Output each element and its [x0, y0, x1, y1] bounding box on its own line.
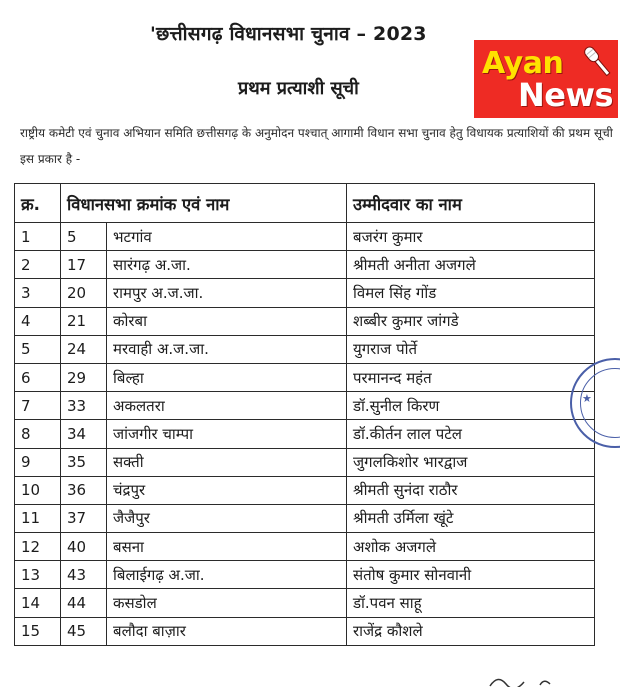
row-constituency-number: 37	[61, 504, 107, 532]
row-constituency-name: चंद्रपुर	[107, 476, 347, 504]
row-candidate-name: बजरंग कुमार	[347, 223, 595, 251]
table-row	[15, 617, 595, 645]
row-candidate-name: डॉ.पवन साहू	[347, 589, 595, 617]
header-candidate: उम्मीदवार का नाम	[347, 184, 595, 223]
row-candidate-name: शब्बीर कुमार जांगडे	[347, 307, 595, 335]
row-candidate-name: जुगलकिशोर भारद्वाज	[347, 448, 595, 476]
row-constituency-number: 20	[61, 279, 107, 307]
table-row	[15, 335, 595, 363]
row-candidate-name: राजेंद्र कौशले	[347, 617, 595, 645]
row-serial: 14	[15, 589, 61, 617]
ayan-news-logo	[474, 40, 618, 118]
row-constituency-number: 17	[61, 251, 107, 279]
row-constituency-name: बिल्हा	[107, 363, 347, 391]
table-row	[15, 589, 595, 617]
row-serial: 13	[15, 561, 61, 589]
row-constituency-name: कोरबा	[107, 307, 347, 335]
row-serial: 5	[15, 335, 61, 363]
row-serial: 11	[15, 504, 61, 532]
row-serial: 15	[15, 617, 61, 645]
row-candidate-name: डॉ.सुनील किरण	[347, 392, 595, 420]
table-row	[15, 363, 595, 391]
row-constituency-name: भटगांव	[107, 223, 347, 251]
row-constituency-number: 24	[61, 335, 107, 363]
row-candidate-name: श्रीमती उर्मिला खूंटे	[347, 504, 595, 532]
row-constituency-name: रामपुर अ.ज.जा.	[107, 279, 347, 307]
row-serial: 10	[15, 476, 61, 504]
row-serial: 7	[15, 392, 61, 420]
row-serial: 6	[15, 363, 61, 391]
row-constituency-name: सक्ती	[107, 448, 347, 476]
row-constituency-number: 40	[61, 533, 107, 561]
row-candidate-name: अशोक अजगले	[347, 533, 595, 561]
row-candidate-name: परमानन्द महंत	[347, 363, 595, 391]
row-candidate-name: डॉ.कीर्तन लाल पटेल	[347, 420, 595, 448]
row-constituency-name: सारंगढ़ अ.जा.	[107, 251, 347, 279]
table-row	[15, 533, 595, 561]
row-constituency-name: जैजैपुर	[107, 504, 347, 532]
row-constituency-name: मरवाही अ.ज.जा.	[107, 335, 347, 363]
document-subtitle: प्रथम प्रत्याशी सूची	[238, 78, 359, 99]
logo-text-news: News	[518, 76, 614, 114]
row-serial: 8	[15, 420, 61, 448]
row-serial: 2	[15, 251, 61, 279]
table-row	[15, 476, 595, 504]
table-row	[15, 448, 595, 476]
signature-mark	[480, 672, 580, 687]
row-constituency-name: कसडोल	[107, 589, 347, 617]
intro-paragraph: राष्ट्रीय कमेटी एवं चुनाव अभियान समिति छत्तीसगढ़ के अनुमोदन पश्चात् आगामी विधान सभा चुनाव हेतु विधायक प्रत्याशियों की प्रथम सूची इस प्रकार है -	[20, 126, 613, 166]
row-constituency-name: अकलतरा	[107, 392, 347, 420]
row-constituency-name: बिलाईगढ़ अ.जा.	[107, 561, 347, 589]
row-constituency-name: बसना	[107, 533, 347, 561]
row-constituency-number: 29	[61, 363, 107, 391]
row-constituency-number: 45	[61, 617, 107, 645]
row-serial: 12	[15, 533, 61, 561]
header-constituency: विधानसभा क्रमांक एवं नाम	[61, 184, 347, 223]
candidate-table	[14, 183, 595, 646]
microphone-icon	[580, 42, 616, 82]
table-row	[15, 561, 595, 589]
row-candidate-name: संतोष कुमार सोनवानी	[347, 561, 595, 589]
row-constituency-name: जांजगीर चाम्पा	[107, 420, 347, 448]
row-constituency-number: 21	[61, 307, 107, 335]
row-constituency-number: 34	[61, 420, 107, 448]
row-serial: 4	[15, 307, 61, 335]
table-row	[15, 307, 595, 335]
table-row	[15, 223, 595, 251]
header-serial: क्र.	[15, 184, 61, 223]
row-candidate-name: विमल सिंह गोंड	[347, 279, 595, 307]
table-row	[15, 504, 595, 532]
table-row	[15, 420, 595, 448]
seal-star-icon: ★	[582, 392, 592, 405]
row-constituency-number: 44	[61, 589, 107, 617]
row-serial: 1	[15, 223, 61, 251]
row-constituency-number: 35	[61, 448, 107, 476]
row-candidate-name: युगराज पोर्ते	[347, 335, 595, 363]
table-row	[15, 279, 595, 307]
row-constituency-number: 5	[61, 223, 107, 251]
table-row	[15, 251, 595, 279]
table-row	[15, 392, 595, 420]
logo-text-ayan: Ayan	[482, 46, 564, 81]
row-candidate-name: श्रीमती सुनंदा राठौर	[347, 476, 595, 504]
row-constituency-name: बलौदा बाज़ार	[107, 617, 347, 645]
table-header-row	[15, 184, 595, 223]
document-title: 'छत्तीसगढ़ विधानसभा चुनाव – 2023	[150, 23, 427, 45]
row-constituency-number: 36	[61, 476, 107, 504]
row-serial: 3	[15, 279, 61, 307]
row-constituency-number: 33	[61, 392, 107, 420]
row-serial: 9	[15, 448, 61, 476]
row-candidate-name: श्रीमती अनीता अजगले	[347, 251, 595, 279]
row-constituency-number: 43	[61, 561, 107, 589]
